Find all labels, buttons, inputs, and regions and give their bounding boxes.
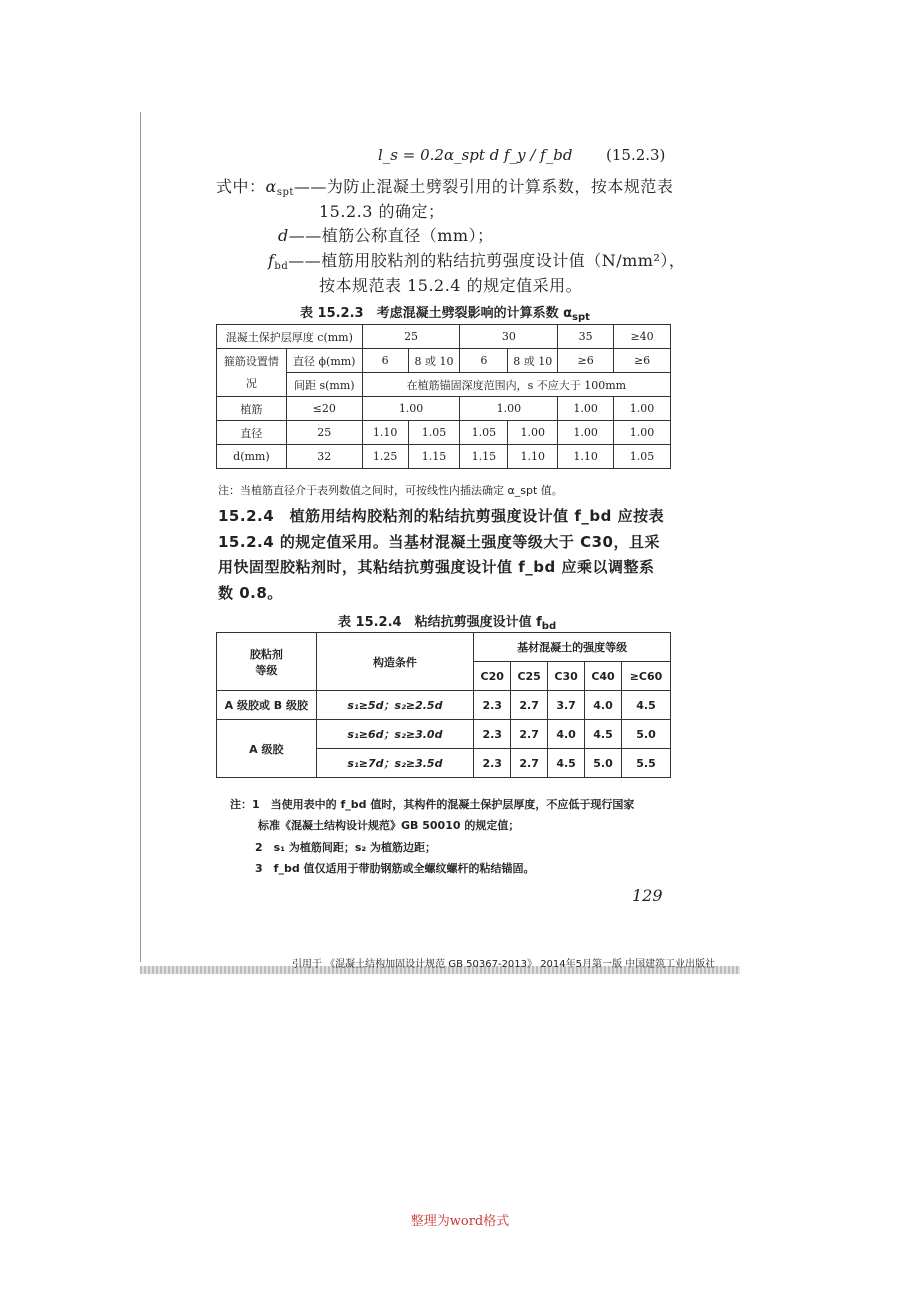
table-row: s₁≥7d；s₂≥3.5d 2.3 2.7 4.5 5.0 5.5 [217, 749, 671, 778]
section-15-2-4-line1: 15.2.4 植筋用结构胶粘剂的粘结抗剪强度设计值 f_bd 应按表 [218, 507, 665, 525]
table-row: 植筋 ≤20 1.00 1.00 1.00 1.00 [217, 397, 671, 421]
table1-title: 表 15.2.3 考虑混凝土劈裂影响的计算系数 $\alpha_{spt}$ [300, 306, 590, 323]
table-15-2-4 [216, 632, 671, 778]
page-left-edge [140, 112, 141, 962]
table-row: A 级胶或 B 级胶 s₁≥5d；s₂≥2.5d 2.3 2.7 3.7 4.0 4.5 [217, 691, 671, 720]
table-row: 箍筋设置情况 直径 ϕ(mm) 6 8 或 10 6 8 或 10 ≥6 ≥6 [217, 349, 671, 373]
table2-note-1: 注：1 当使用表中的 f_bd 值时，其构件的混凝土保护层厚度，不应低于现行国家 [230, 798, 635, 811]
section-15-2-4-line3: 用快固型胶粘剂时，其粘结抗剪强度设计值 f_bd 应乘以调整系 [218, 558, 655, 576]
table2-note-1-cont: 标准《混凝土结构设计规范》GB 50010 的规定值； [258, 819, 520, 832]
table2-note-3: 3 f_bd 值仅适用于带肋钢筋或全螺纹螺杆的粘结锚固。 [255, 862, 535, 875]
definition-alpha-line2: 15.2.3 的确定； [319, 202, 445, 221]
table1-note: 注：当植筋直径介于表列数值之间时，可按线性内插法确定 α_spt 值。 [218, 484, 563, 497]
page-number: 129 [632, 886, 663, 905]
table2-title: 表 15.2.4 粘结抗剪强度设计值 $f_{bd}$ [338, 615, 557, 632]
definition-fbd-line1: $f_{bd}——$植筋用胶粘剂的粘结抗剪强度设计值（N/mm²）， [268, 251, 686, 272]
definition-fbd-line2: 按本规范表 15.2.4 的规定值采用。 [319, 276, 583, 295]
alpha-symbol: α [265, 177, 277, 196]
grade-header: 胶粘剂 等级 [217, 633, 317, 691]
d-symbol: d [278, 226, 289, 245]
table-row: 胶粘剂 等级 构造条件 基材混凝土的强度等级 [217, 633, 671, 662]
table-row: d(mm) 32 1.25 1.15 1.15 1.10 1.10 1.05 [217, 445, 671, 469]
definitions-prefix: 式中： [216, 177, 266, 196]
citation: 引用于 《混凝土结构加固设计规范 GB 50367-2013》 2014年5月第一版 中国建筑工业出版社 [292, 959, 716, 970]
formula: l_s = 0.2α_spt d f_y / f_bd [378, 146, 573, 164]
section-15-2-4-line4: 数 0.8。 [218, 584, 283, 602]
table2-note-2: 2 s₁ 为植筋间距；s₂ 为植筋边距； [255, 841, 437, 854]
fbd-symbol: f [268, 251, 275, 270]
footer-note: 整理为word格式 [410, 1214, 510, 1229]
table-row: C20 C25 C30 C40 ≥C60 [217, 662, 671, 691]
table-row: 混凝土保护层厚度 c(mm) 25 30 35 ≥40 [217, 325, 671, 349]
definition-alpha-line1: 式中：$\alpha_{spt}——$为防止混凝土劈裂引用的计算系数，按本规范表 [216, 177, 674, 198]
table-row: 直径 25 1.10 1.05 1.05 1.00 1.00 1.00 [217, 421, 671, 445]
table-15-2-3 [216, 324, 671, 469]
definition-d: d——植筋公称直径（mm）； [278, 226, 494, 245]
formula-number: (15.2.3) [606, 146, 666, 164]
table-row: 间距 s(mm) 在植筋锚固深度范围内，s 不应大于 100mm [217, 373, 671, 397]
table-row: A 级胶 s₁≥6d；s₂≥3.0d 2.3 2.7 4.0 4.5 5.0 [217, 720, 671, 749]
section-15-2-4-line2: 15.2.4 的规定值采用。当基材混凝土强度等级大于 C30，且采 [218, 533, 660, 551]
